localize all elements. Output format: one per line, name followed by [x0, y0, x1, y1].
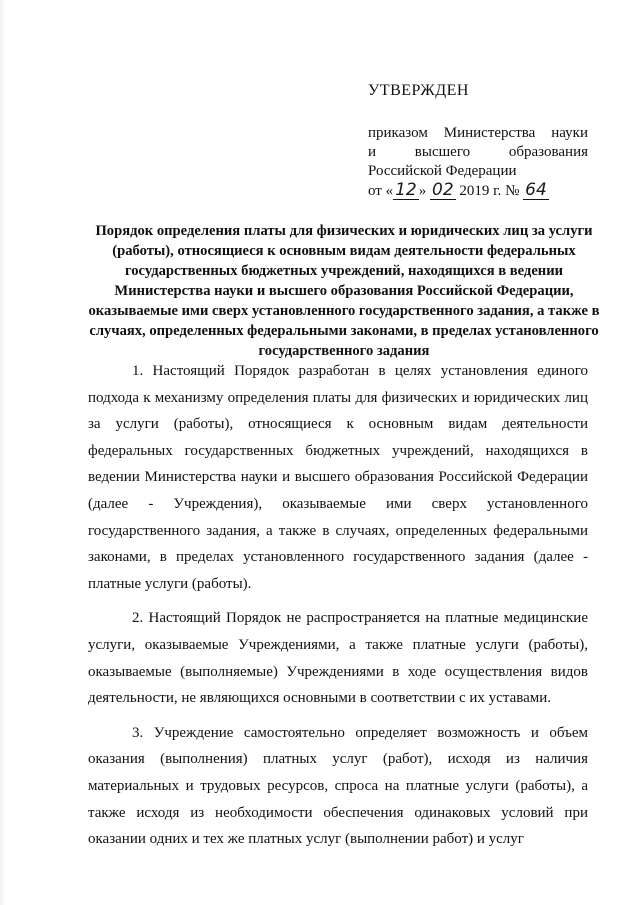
- document-title: Порядок определения платы для физических и юридических лиц за услуги (работы), относящиеся к основным видам деятельности федеральных государственных бюджетных учреждений, находящихся в ведении Министерства науки и высшего образования Российской Федерации, оказываемые ими сверх установленного государственного задания, а также в случаях, определенных федеральными законами, в пределах установленного государственного задания: [88, 223, 600, 359]
- order-date-line: [368, 181, 588, 201]
- date-prefix: от «: [368, 183, 394, 199]
- handwritten-day: 12: [395, 180, 417, 200]
- paragraph-2: 2. Настоящий Порядок не распространяется на платные медицинские услуги, оказываемые Учреждениями, а также платные услуги (работы), оказываемые (выполняемые) Учреждениями в ходе осуществления видов деятельности, не являющихся основными в соответствии с их уставами.: [88, 610, 588, 707]
- order-word: высшего: [414, 144, 471, 160]
- handwritten-month: 02: [432, 180, 454, 200]
- order-word: приказом: [368, 125, 428, 141]
- paragraph-1: 1. Настоящий Порядок разработан в целях установления единого подхода к механизму определения платы для физических и юридических лиц за услуги (работы), относящиеся к основным видам деятельности федеральных государственных бюджетных учреждений, находящихся в ведении Министерства науки и высшего образования Российской Федерации (далее - Учреждения), оказываемые ими сверх установленного государственного задания, а также в случаях, определенных федеральными законами, в пределах установленного государственного задания (далее - платные услуги (работы).: [88, 363, 588, 592]
- order-word: образования: [508, 144, 588, 160]
- order-word: науки: [551, 125, 588, 141]
- order-word: и: [368, 144, 377, 160]
- date-year: 2019 г. №: [459, 183, 520, 199]
- order-line-1: [368, 124, 588, 143]
- handwritten-number: 64: [525, 180, 547, 200]
- order-word: Министерства: [443, 125, 536, 141]
- approved-heading: УТВЕРЖДЕН: [368, 82, 469, 99]
- order-line-3: Российской Федерации: [368, 163, 517, 179]
- document-body: [88, 358, 588, 861]
- scan-edge-shadow: [0, 0, 6, 905]
- date-mid: »: [418, 183, 427, 199]
- order-line-2: [368, 143, 588, 162]
- paragraph-3: 3. Учреждение самостоятельно определяет возможность и объем оказания (выполнения) платных услуг (работ), исходя из наличия материальных и трудовых ресурсов, спроса на платные услуги (работы), а также исходя из необходимости обеспечения одинаковых условий при оказании одних и тех же платных услуг (выполнении работ) и услуг: [88, 724, 588, 848]
- approval-block: [368, 81, 588, 201]
